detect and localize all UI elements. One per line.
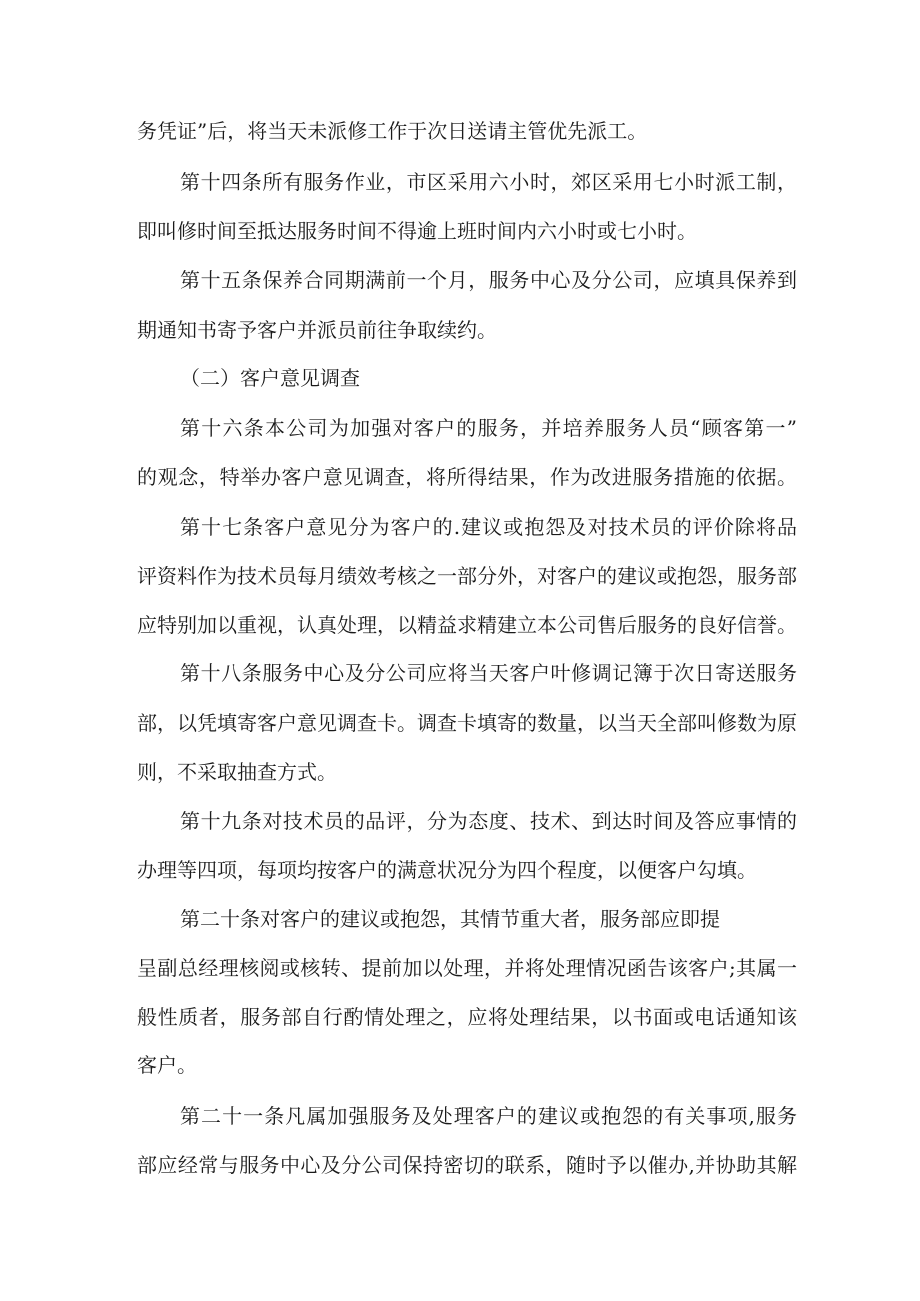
text-line: 期通知书寄予客户并派员前往争取续约。 xyxy=(137,318,497,342)
text-line: 般性质者，服务部自行酌情处理之，应将处理结果，以书面或电话通知该 xyxy=(137,1005,797,1029)
text-line: 部，以凭填寄客户意见调查卡。调查卡填寄的数量，以当天全部叫修数为原 xyxy=(137,711,797,735)
text-line: 评资料作为技术员每月绩效考核之一部分外，对客户的建议或抱怨，服务部 xyxy=(137,564,797,588)
section-heading: （二）客户意见调查 xyxy=(180,366,360,390)
text-line: 呈副总经理核阅或核转、提前加以处理，并将处理情况函告该客户;其属一 xyxy=(137,956,797,980)
text-line: 第十四条所有服务作业，市区采用六小时，郊区采用七小时派工制， xyxy=(180,170,797,194)
text-line: 客户。 xyxy=(137,1053,197,1077)
text-line: 务凭证”后，将当天未派修工作于次日送请主管优先派工。 xyxy=(137,119,648,143)
text-line: 第二十条对客户的建议或抱怨，其情节重大者，服务部应即提 xyxy=(180,907,720,931)
text-line: 则，不采取抽查方式。 xyxy=(137,760,337,784)
text-line: 第十五条保养合同期满前一个月，服务中心及分公司，应填具保养到 xyxy=(180,268,797,292)
text-line: 第十八条服务中心及分公司应将当天客户叶修调记簿于次日寄送服务 xyxy=(180,661,797,685)
text-line: 办理等四项，每项均按客户的满意状况分为四个程度，以便客户勾填。 xyxy=(137,858,757,882)
text-line: 第二十一条凡属加强服务及处理客户的建议或抱怨的有关事项,服务 xyxy=(180,1104,797,1128)
text-line: 第十七条客户意见分为客户的.建议或抱怨及对技术员的评价除将品 xyxy=(180,515,797,539)
text-line: 第十九条对技术员的品评，分为态度、技术、到达时间及答应事情的 xyxy=(180,809,797,833)
text-line: 应特别加以重视，认真处理，以精益求精建立本公司售后服务的良好信誉。 xyxy=(137,613,797,637)
text-line: 部应经常与服务中心及分公司保持密切的联系，随时予以催办,并协助其解 xyxy=(137,1153,797,1177)
text-line: 第十六条本公司为加强对客户的服务，并培养服务人员“顾客第一” xyxy=(180,416,797,440)
text-line: 的观念，特举办客户意见调查，将所得结果，作为改进服务措施的依据。 xyxy=(137,465,797,489)
text-line: 即叫修时间至抵达服务时间不得逾上班时间内六小时或七小时。 xyxy=(137,219,697,243)
